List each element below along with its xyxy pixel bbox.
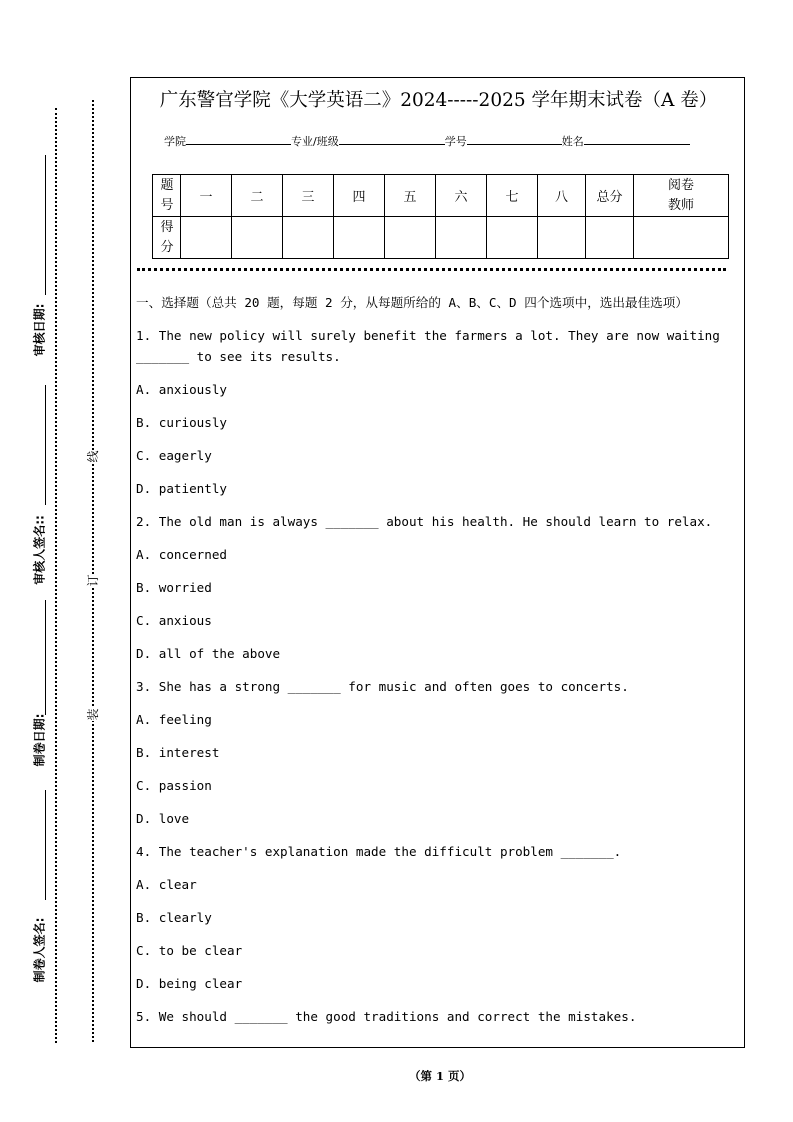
score-cell-4[interactable] [334,217,385,259]
score-cell-6[interactable] [436,217,487,259]
option-d[interactable]: D. being clear [136,976,243,991]
college-field[interactable] [186,132,291,145]
reviewer-signature-line [45,385,46,505]
binding-char-staple: 订 [86,574,100,587]
question-2 [136,511,741,664]
score-cell-total[interactable] [586,217,634,259]
score-col-7: 七 [487,175,538,217]
question-3 [136,676,741,829]
option-d[interactable]: D. love [136,811,190,826]
major-label: 专业/班级 [291,135,339,148]
option-b[interactable]: B. interest [136,745,220,760]
option-c[interactable]: C. passion [136,778,212,793]
student-info-row [164,132,690,149]
option-b[interactable]: B. worried [136,580,212,595]
exam-frame [130,77,745,1048]
binding-dotted-line-inner [92,100,94,1042]
exam-title: 广东警官学院《大学英语二》2024-----2025 学年期末试卷（A 卷） [159,90,718,111]
option-a[interactable]: A. clear [136,877,197,892]
score-cell-7[interactable] [487,217,538,259]
reviewer-signature-label: 审核人签名:: [32,515,47,585]
score-cell-2[interactable] [232,217,283,259]
binding-char-bind: 装 [86,708,100,721]
score-col-8: 八 [538,175,586,217]
compiler-signature-line [45,790,46,900]
score-cell-8[interactable] [538,217,586,259]
name-label: 姓名 [561,135,584,148]
major-field[interactable] [339,132,445,145]
score-col-2: 二 [232,175,283,217]
binding-char-line: 线 [86,450,100,463]
question-stem: 3. She has a strong _______ for music and often goes to concerts. [136,679,629,694]
page-number: （第 1 页） [408,1069,471,1083]
student-id-field[interactable] [467,132,562,145]
score-col-6: 六 [436,175,487,217]
score-col-3: 三 [283,175,334,217]
score-col-reviewer: 阅卷教师 [634,175,729,217]
score-col-4: 四 [334,175,385,217]
name-field[interactable] [584,132,690,145]
score-table-question-label: 题号 [153,175,181,217]
score-table-score-label: 得分 [153,217,181,259]
question-1 [136,325,741,499]
student-id-label: 学号 [444,135,467,148]
compile-date-label: 制卷日期: [32,713,47,767]
score-col-1: 一 [181,175,232,217]
option-d[interactable]: D. all of the above [136,646,281,661]
review-date-line [45,155,46,295]
option-c[interactable]: C. anxious [136,613,212,628]
question-stem: 2. The old man is always _______ about his health. He should learn to relax. [136,514,713,529]
score-cell-5[interactable] [385,217,436,259]
review-date-label: 审核日期: [32,303,47,357]
question-body [136,292,741,1027]
score-col-total: 总分 [586,175,634,217]
option-b[interactable]: B. clearly [136,910,212,925]
option-d[interactable]: D. patiently [136,481,227,496]
compile-date-line [45,600,46,715]
score-cell-1[interactable] [181,217,232,259]
section-heading: 一、选择题（总共 20 题，每题 2 分，从每题所给的 A、B、C、D 四个选项中，选出最佳选项） [136,295,688,310]
option-a[interactable]: A. anxiously [136,382,227,397]
option-c[interactable]: C. eagerly [136,448,212,463]
option-c[interactable]: C. to be clear [136,943,243,958]
compiler-signature-label: 制卷人签名: [32,917,47,983]
score-col-5: 五 [385,175,436,217]
header-separator [137,268,726,271]
score-cell-3[interactable] [283,217,334,259]
college-label: 学院 [164,135,186,148]
option-a[interactable]: A. concerned [136,547,227,562]
score-table [152,174,729,259]
option-a[interactable]: A. feeling [136,712,212,727]
question-stem: 4. The teacher's explanation made the difficult problem _______. [136,844,622,859]
binding-dotted-line-outer [55,108,57,1043]
question-stem: 5. We should _______ the good traditions and correct the mistakes. [136,1009,637,1024]
score-cell-reviewer[interactable] [634,217,729,259]
question-5 [136,1006,741,1027]
option-b[interactable]: B. curiously [136,415,227,430]
question-stem: 1. The new policy will surely benefit the farmers a lot. They are now waiting _______ to see its results. [136,328,720,364]
question-4 [136,841,741,994]
